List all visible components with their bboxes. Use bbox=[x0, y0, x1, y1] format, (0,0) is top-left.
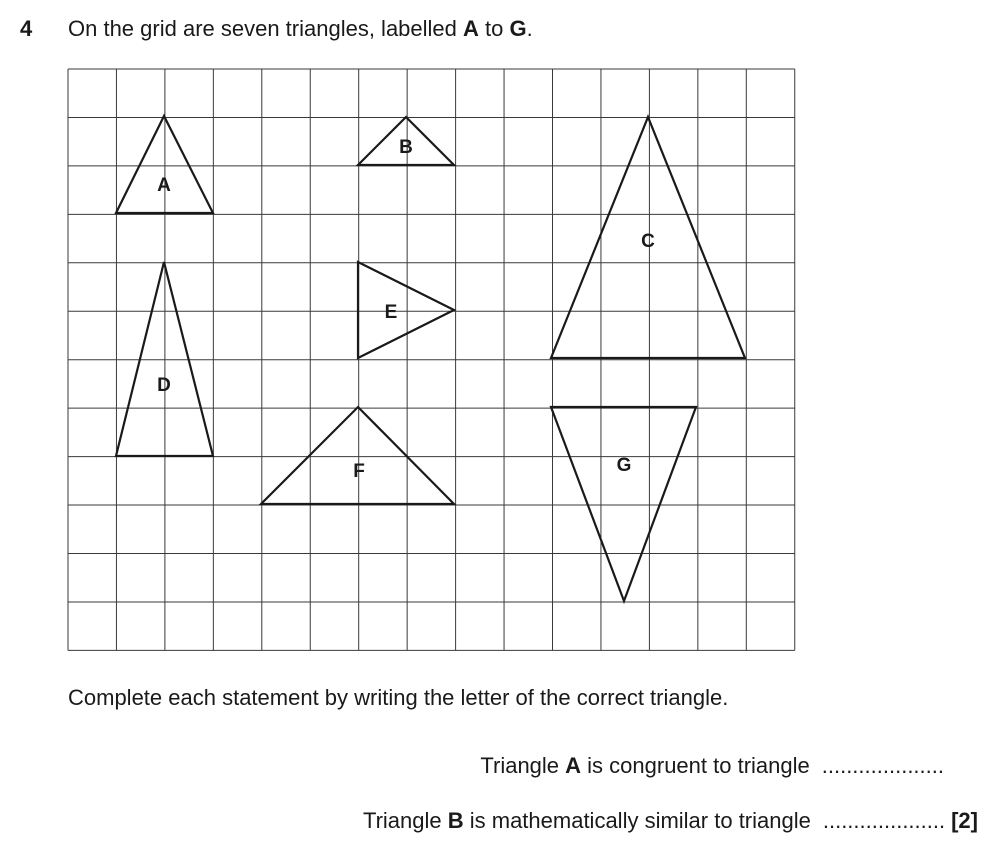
stem-text-2: to bbox=[478, 16, 510, 41]
triangle-c-label: C bbox=[641, 231, 655, 252]
triangle-g bbox=[551, 407, 696, 601]
statement-1-pre: Triangle bbox=[480, 753, 566, 778]
question-number: 4 bbox=[20, 16, 33, 41]
statement-similar bbox=[363, 808, 978, 834]
statement-2-pre: Triangle bbox=[362, 808, 448, 833]
answer-blank-1[interactable]: .................... bbox=[821, 753, 944, 778]
statement-1-post: is congruent to triangle bbox=[581, 753, 810, 778]
statement-1-letter: A bbox=[565, 753, 582, 778]
answer-blank-2[interactable]: .................... bbox=[822, 808, 946, 833]
triangle-f bbox=[261, 407, 454, 504]
stem-text-1: On the grid are seven triangles, labelled bbox=[68, 16, 464, 41]
triangle-d-label: D bbox=[157, 375, 171, 396]
triangle-g-label: G bbox=[616, 455, 632, 476]
statement-2-letter: B bbox=[447, 808, 464, 833]
marks-label: [2] bbox=[951, 808, 978, 833]
instruction-text: Complete each statement by writing the letter of the correct triangle. bbox=[68, 685, 729, 710]
stem-text-3: . bbox=[526, 16, 533, 41]
statement-congruent bbox=[480, 753, 944, 779]
stem-letter-g: G bbox=[509, 16, 527, 41]
triangle-e-label: E bbox=[384, 302, 398, 323]
triangle-a-label: A bbox=[157, 175, 171, 196]
triangle-b-label: B bbox=[399, 137, 413, 158]
stem-letter-a: A bbox=[463, 16, 479, 41]
grid-lines bbox=[68, 69, 795, 650]
triangle-e bbox=[358, 262, 454, 358]
triangle-f-label: F bbox=[353, 461, 365, 482]
statement-2-post: is mathematically similar to triangle bbox=[463, 808, 811, 833]
